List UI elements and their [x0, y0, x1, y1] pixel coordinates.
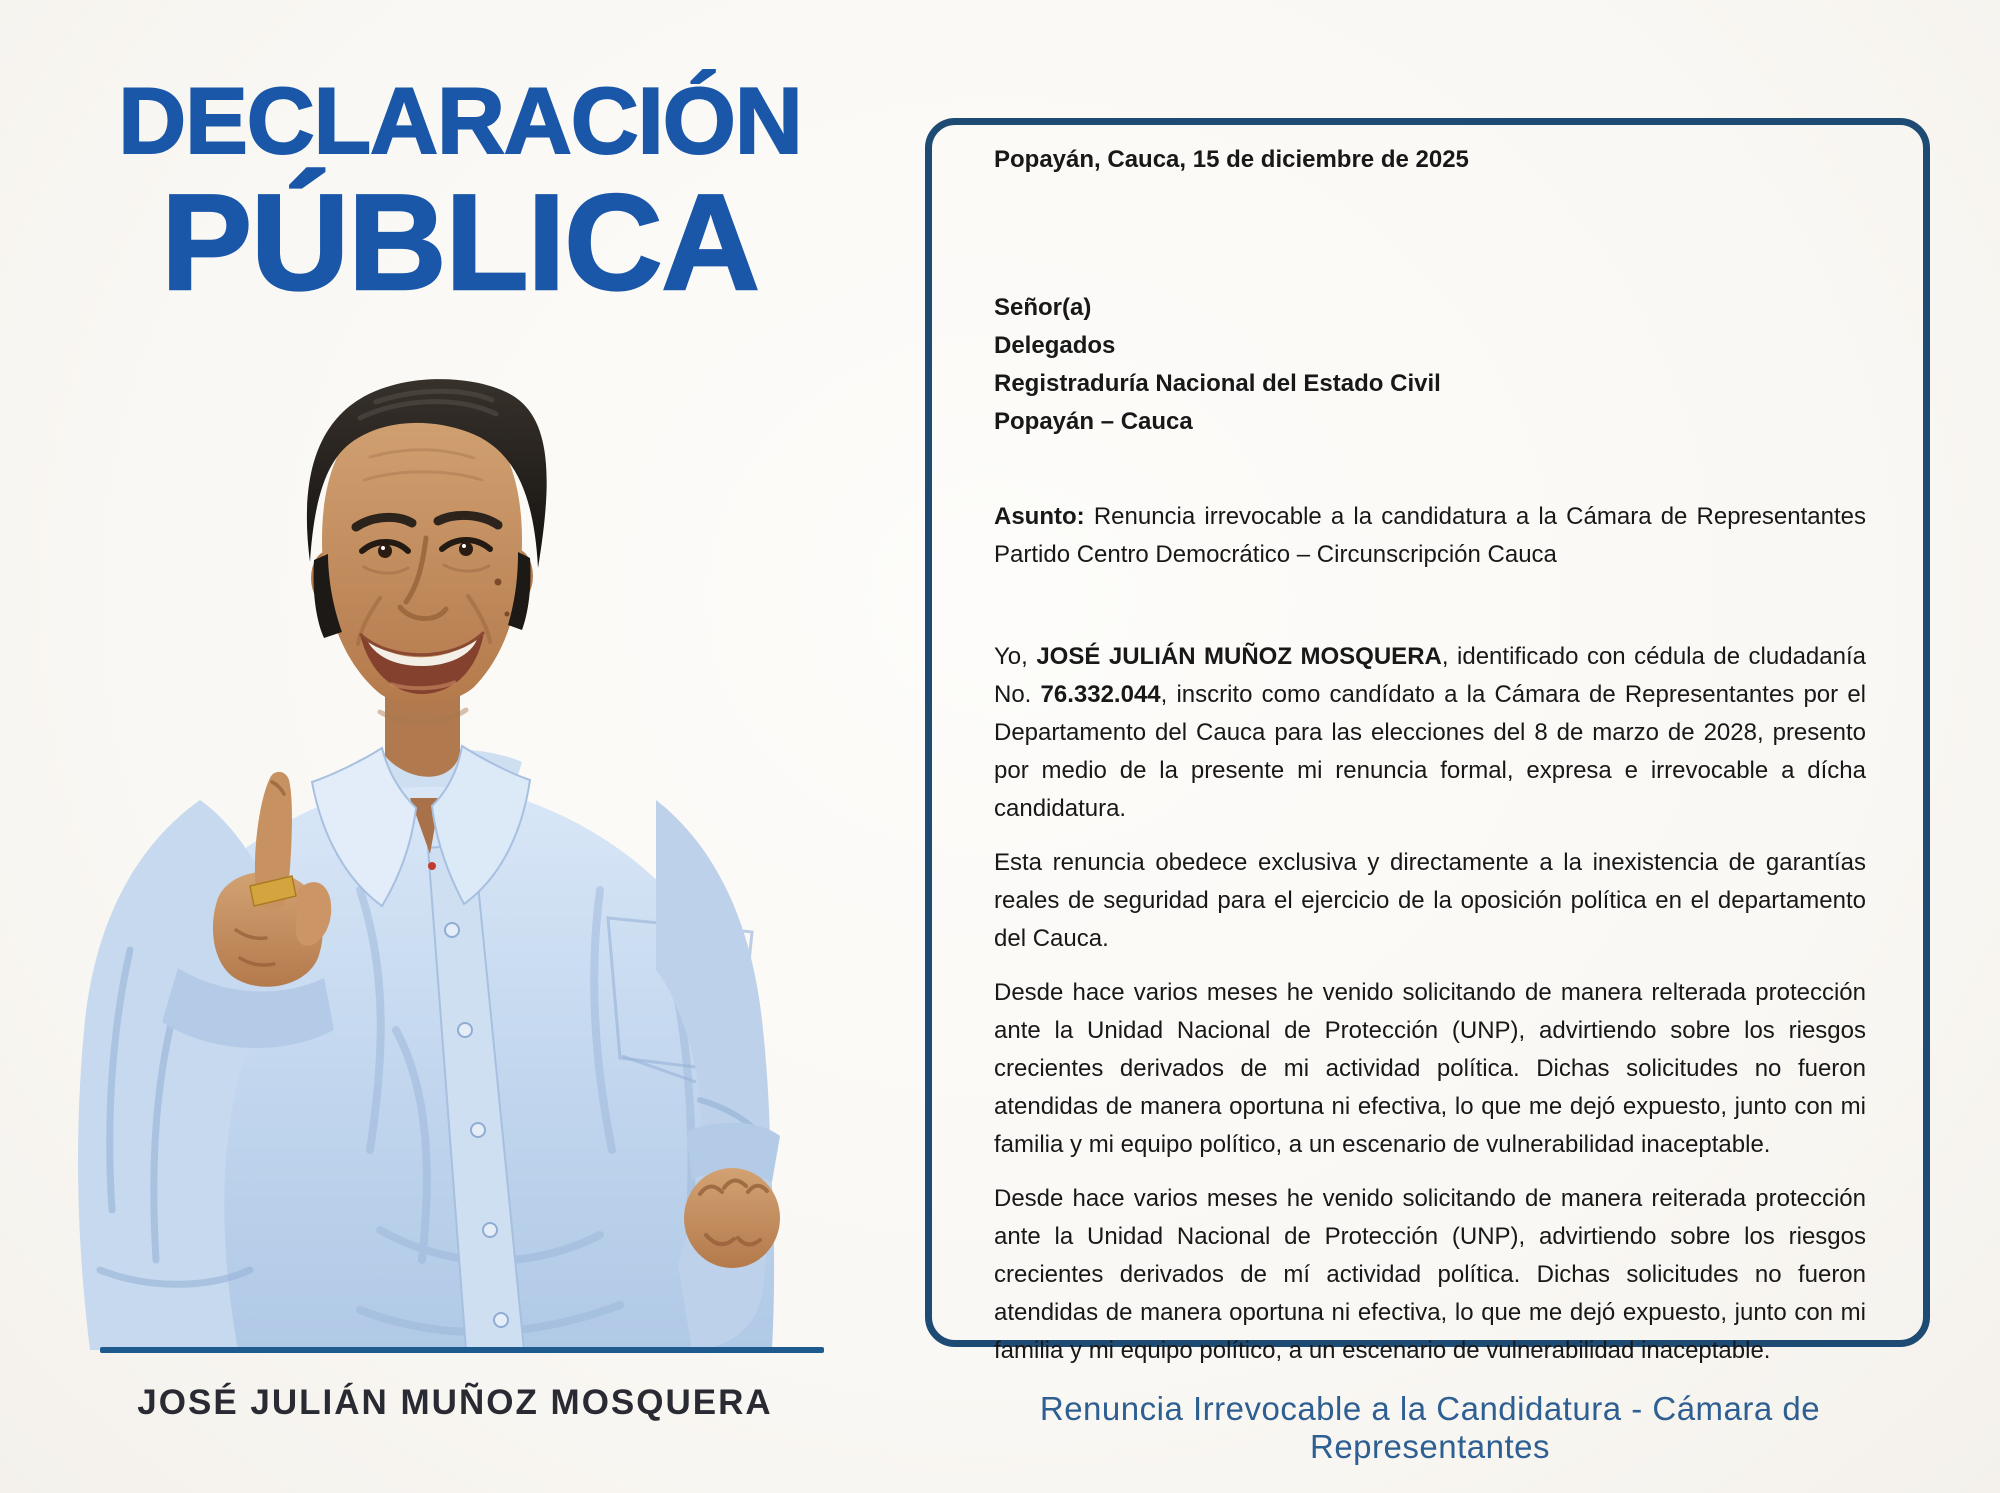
letter-paragraph-2: Esta renuncia obedece exclusiva y directamente a la inexistencia de garantías reales de seguridad para el ejercicio de la oposición política en el departamento del Cauca.	[994, 849, 1866, 952]
recipient-line: Delegados	[994, 332, 1116, 359]
id-number: 76.332.044	[1040, 681, 1161, 708]
candidate-name-inline: JOSÉ JULIÁN MUÑOZ MOSQUERA	[1036, 643, 1442, 670]
letter-paragraph-4: Desde hace varios meses he venido solicitando de manera reiterada protección ante la Unidad Nacional de Protección (UNP), advirtiendo sobre los riesgos crecientes derivados de mí actividad política. Dichas solicitudes no fueron atendidas de manera oportuna ni efectiva, lo que me dejó expuesto, junto con mi familia y mi equipo político, a un escenario de vulnerabilidad inaceptable.	[994, 1185, 1866, 1364]
title-line-2: PÚBLICA	[161, 166, 759, 318]
letter-paragraph-1: Yo, JOSÉ JULIÁN MUÑOZ MOSQUERA, identificado con cédula de cludadanía No. 76.332.044, inscrito como candídato a la Cámara de Representantes por el Departamento del Cauca para las elecciones del 8 de marzo de 2028, presento por medio de la presente mi renuncia formal, expresa e irrevocable a dícha candidatura.	[994, 643, 1866, 822]
subject-text: Renuncia irrevocable a la candidatura a la Cámara de Representantes Partido Centro Democrático – Circunscripción Cauca	[994, 503, 1866, 568]
letter-date: Popayán, Cauca, 15 de diciembre de 2025	[994, 146, 1469, 173]
recipient-line: Popayán – Cauca	[994, 408, 1193, 435]
poster-title	[70, 68, 850, 318]
recipient-line: Registraduría Nacional del Estado Civil	[994, 370, 1441, 397]
candidate-photo	[60, 330, 840, 1350]
footer-caption: Renuncia Irrevocable a la Candidatura - Cámara de Representantes	[1039, 1390, 1821, 1465]
photo-underline	[100, 1347, 824, 1353]
letter-paragraph-3: Desde hace varios meses he venido solicitando de manera relterada protección ante la Unidad Nacional de Protección (UNP), advirtiendo sobre los riesgos crecientes derivados de mi actividad política. Dichas solicitudes no fueron atendidas de manera oportuna ni efectiva, lo que me dejó expuesto, junto con mi familia y mi equipo político, a un escenario de vulnerabilidad inaceptable.	[994, 979, 1866, 1158]
recipient-line: Señor(a)	[994, 294, 1092, 321]
subject-label: Asunto:	[994, 503, 1085, 530]
letter-recipient	[994, 289, 1866, 441]
collar-red-stitch-detail	[428, 862, 436, 870]
title-line-1: DECLARACIÓN	[118, 68, 802, 173]
letter-card	[925, 118, 1930, 1364]
letter-subject	[994, 498, 1866, 574]
candidate-name: JOSÉ JULIÁN MUÑOZ MOSQUERA	[137, 1383, 773, 1422]
